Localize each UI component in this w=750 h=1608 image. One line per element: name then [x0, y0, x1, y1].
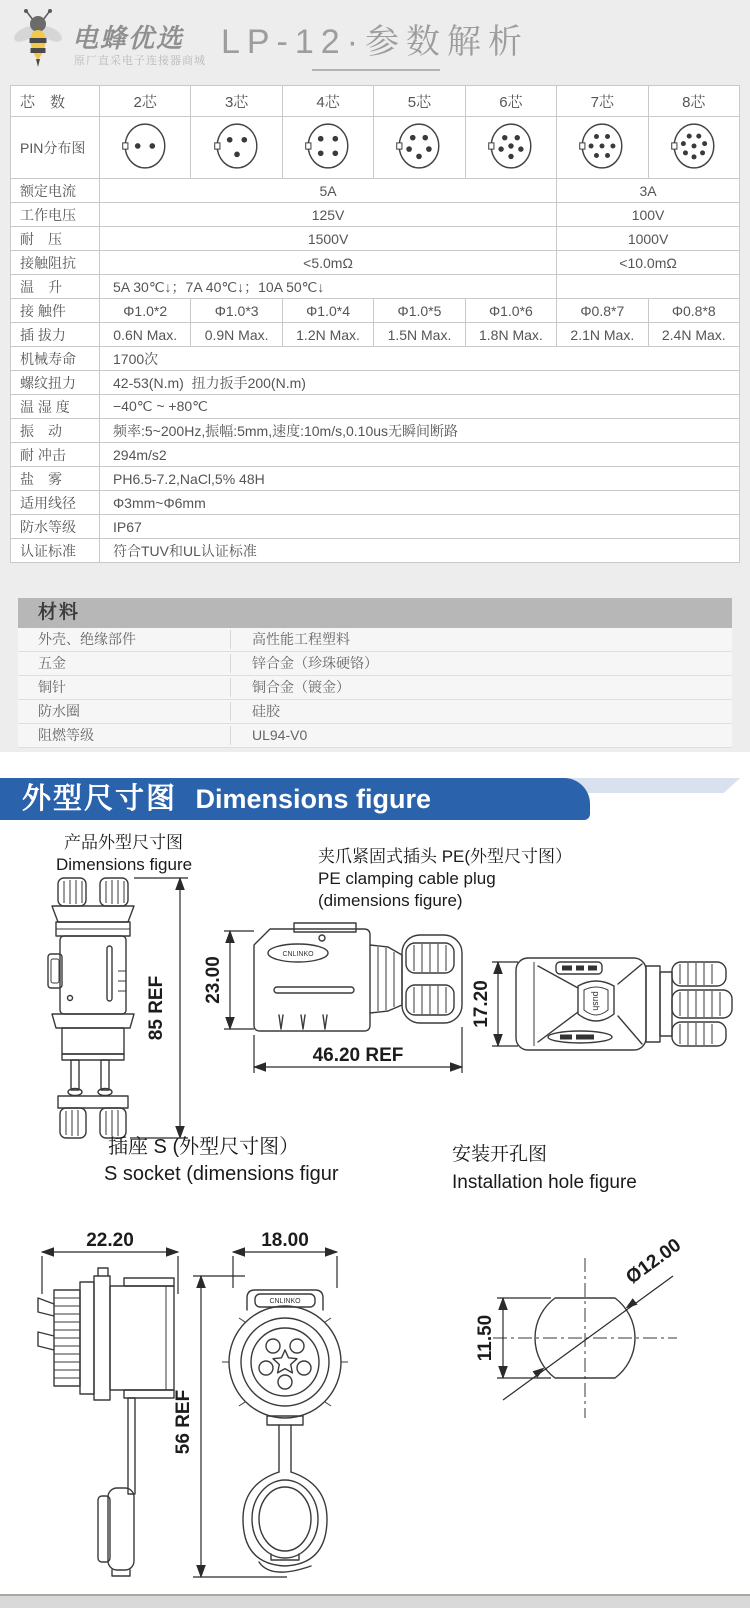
pin-layout-label: PIN分布图 [11, 117, 100, 179]
spec-row-waterproof-rating: 防水等级 IP67 [11, 515, 740, 539]
core-col-8: 8芯 [648, 86, 739, 117]
materials-table [18, 598, 732, 748]
fig-hole-drawing [435, 1234, 725, 1440]
fig-plug-label-en2: (dimensions figure) [318, 891, 463, 910]
material-row-flame-rating: 阻燃等级 UL94-V0 [18, 724, 732, 748]
dim-2220: 22.20 [86, 1230, 134, 1251]
spec-row-contacts: 接 触件 Φ1.0*2 Φ1.0*3 Φ1.0*4 Φ1.0*5 Φ1.0*6 Φ0.8*7 Φ0.8*8 [11, 299, 740, 323]
pin-diagram-5-core [396, 121, 442, 171]
pin-diagram-6-core [488, 121, 534, 171]
fig-product-drawing [38, 876, 208, 1156]
fig-socket-side-drawing [28, 1232, 193, 1577]
socket-brand-text: CNLINKO [269, 1298, 301, 1305]
fig-product-label-zh: 产品外型尺寸图 [64, 833, 183, 852]
spec-row-vibration: 振 动 频率:5~200Hz,振幅:5mm,速度:10m/s,0.10us无瞬间断路 [11, 419, 740, 443]
spec-row-salt-spray: 盐 雾 PH6.5-7.2,NaCl,5% 48H [11, 467, 740, 491]
title-underline [312, 69, 440, 71]
spec-row-wire-diameter: 适用线径 Φ3mm~Φ6mm [11, 491, 740, 515]
core-col-5: 5芯 [374, 86, 465, 117]
brand-tagline: 原厂直采电子连接器商城 [74, 55, 206, 67]
spec-row-thread-torque: 螺纹扭力 42-53(N.m) 扭力扳手200(N.m) [11, 371, 740, 395]
pin-diagram-8-core [671, 121, 717, 171]
dimensions-banner [0, 778, 590, 820]
dim-1800: 18.00 [261, 1230, 309, 1251]
pin-diagram-4-core [305, 121, 351, 171]
dim-23: 23.00 [203, 956, 224, 1004]
dim-56-ref: 56 REF [173, 1389, 194, 1455]
fig-socket-label-zh: 插座 S (外型尺寸图） [108, 1136, 300, 1158]
spec-row-rated-current: 额定电流 5A 3A [11, 179, 740, 203]
spec-row-shock: 耐 冲击 294m/s2 [11, 443, 740, 467]
pin-diagram-7-core [579, 121, 625, 171]
pin-layout-row [11, 117, 740, 179]
dim-dia-1200: Ø12.00 [622, 1234, 686, 1289]
material-row-shell: 外壳、绝缘部件 高性能工程塑料 [18, 628, 732, 652]
spec-row-temp-humidity: 温 湿 度 −40℃ ~ +80℃ [11, 395, 740, 419]
spec-table [10, 85, 740, 563]
pin-diagram-2-core [122, 121, 168, 171]
spec-row-contact-resistance: 接触阻抗 <5.0mΩ <10.0mΩ [11, 251, 740, 275]
fig-plug-label-zh: 夹爪紧固式插头 PE(外型尺寸图） [318, 847, 573, 866]
brand-name: 电蜂优选 [72, 23, 185, 53]
spec-row-mechanical-life: 机械寿命 1700次 [11, 347, 740, 371]
fig-hole-label-en: Installation hole figure [452, 1172, 637, 1193]
fig-plug-drawing [203, 915, 470, 1095]
spec-row-withstand-voltage: 耐 压 1500V 1000V [11, 227, 740, 251]
material-row-hardware: 五金 锌合金（珍珠硬铬） [18, 652, 732, 676]
page-title: LP-12·参数解析 [220, 23, 530, 61]
pin-diagram-3-core [214, 121, 260, 171]
dim-4620-ref: 46.20 REF [312, 1045, 404, 1066]
banner-title-en: Dimensions figure [195, 784, 432, 814]
core-col-7: 7芯 [557, 86, 648, 117]
fig-hole-label-zh: 安装开孔图 [452, 1144, 548, 1165]
core-count-label: 芯 数 [11, 86, 100, 117]
materials-title: 材料 [18, 598, 732, 628]
spec-row-insertion-force: 插 拔力 0.6N Max. 0.9N Max. 1.2N Max. 1.5N Max. 1.8N Max. 2.1N Max. 2.4N Max. [11, 323, 740, 347]
core-col-4: 4芯 [282, 86, 373, 117]
fig-socket-label-en: S socket (dimensions figur [104, 1163, 339, 1185]
spec-row-temp-rise: 温 升 5A 30℃↓；7A 40℃↓；10A 50℃↓ [11, 275, 740, 299]
plug-brand-text: CNLINKO [282, 951, 314, 958]
spec-header-row [11, 86, 740, 117]
dim-85-ref: 85 REF [146, 975, 167, 1041]
fig-socket-front-drawing [175, 1232, 350, 1588]
push-button-label: push [591, 991, 601, 1011]
material-row-waterproof-ring: 防水圈 硅胶 [18, 700, 732, 724]
spec-row-certification: 认证标准 符合TUV和UL认证标准 [11, 539, 740, 563]
dim-1150: 11.50 [475, 1314, 496, 1362]
dim-1720: 17.20 [471, 980, 492, 1028]
spec-row-working-voltage: 工作电压 125V 100V [11, 203, 740, 227]
fig-plug-label-en1: PE clamping cable plug [318, 869, 496, 888]
banner-title-zh: 外型尺寸图 [22, 783, 178, 815]
material-row-copper-pin: 铜针 铜合金（镀金） [18, 676, 732, 700]
core-col-2: 2芯 [100, 86, 191, 117]
footer-divider [0, 1594, 750, 1608]
fig-plug-top-drawing [471, 948, 743, 1063]
fig-product-label-en: Dimensions figure [56, 855, 193, 874]
core-col-6: 6芯 [465, 86, 556, 117]
core-col-3: 3芯 [191, 86, 282, 117]
